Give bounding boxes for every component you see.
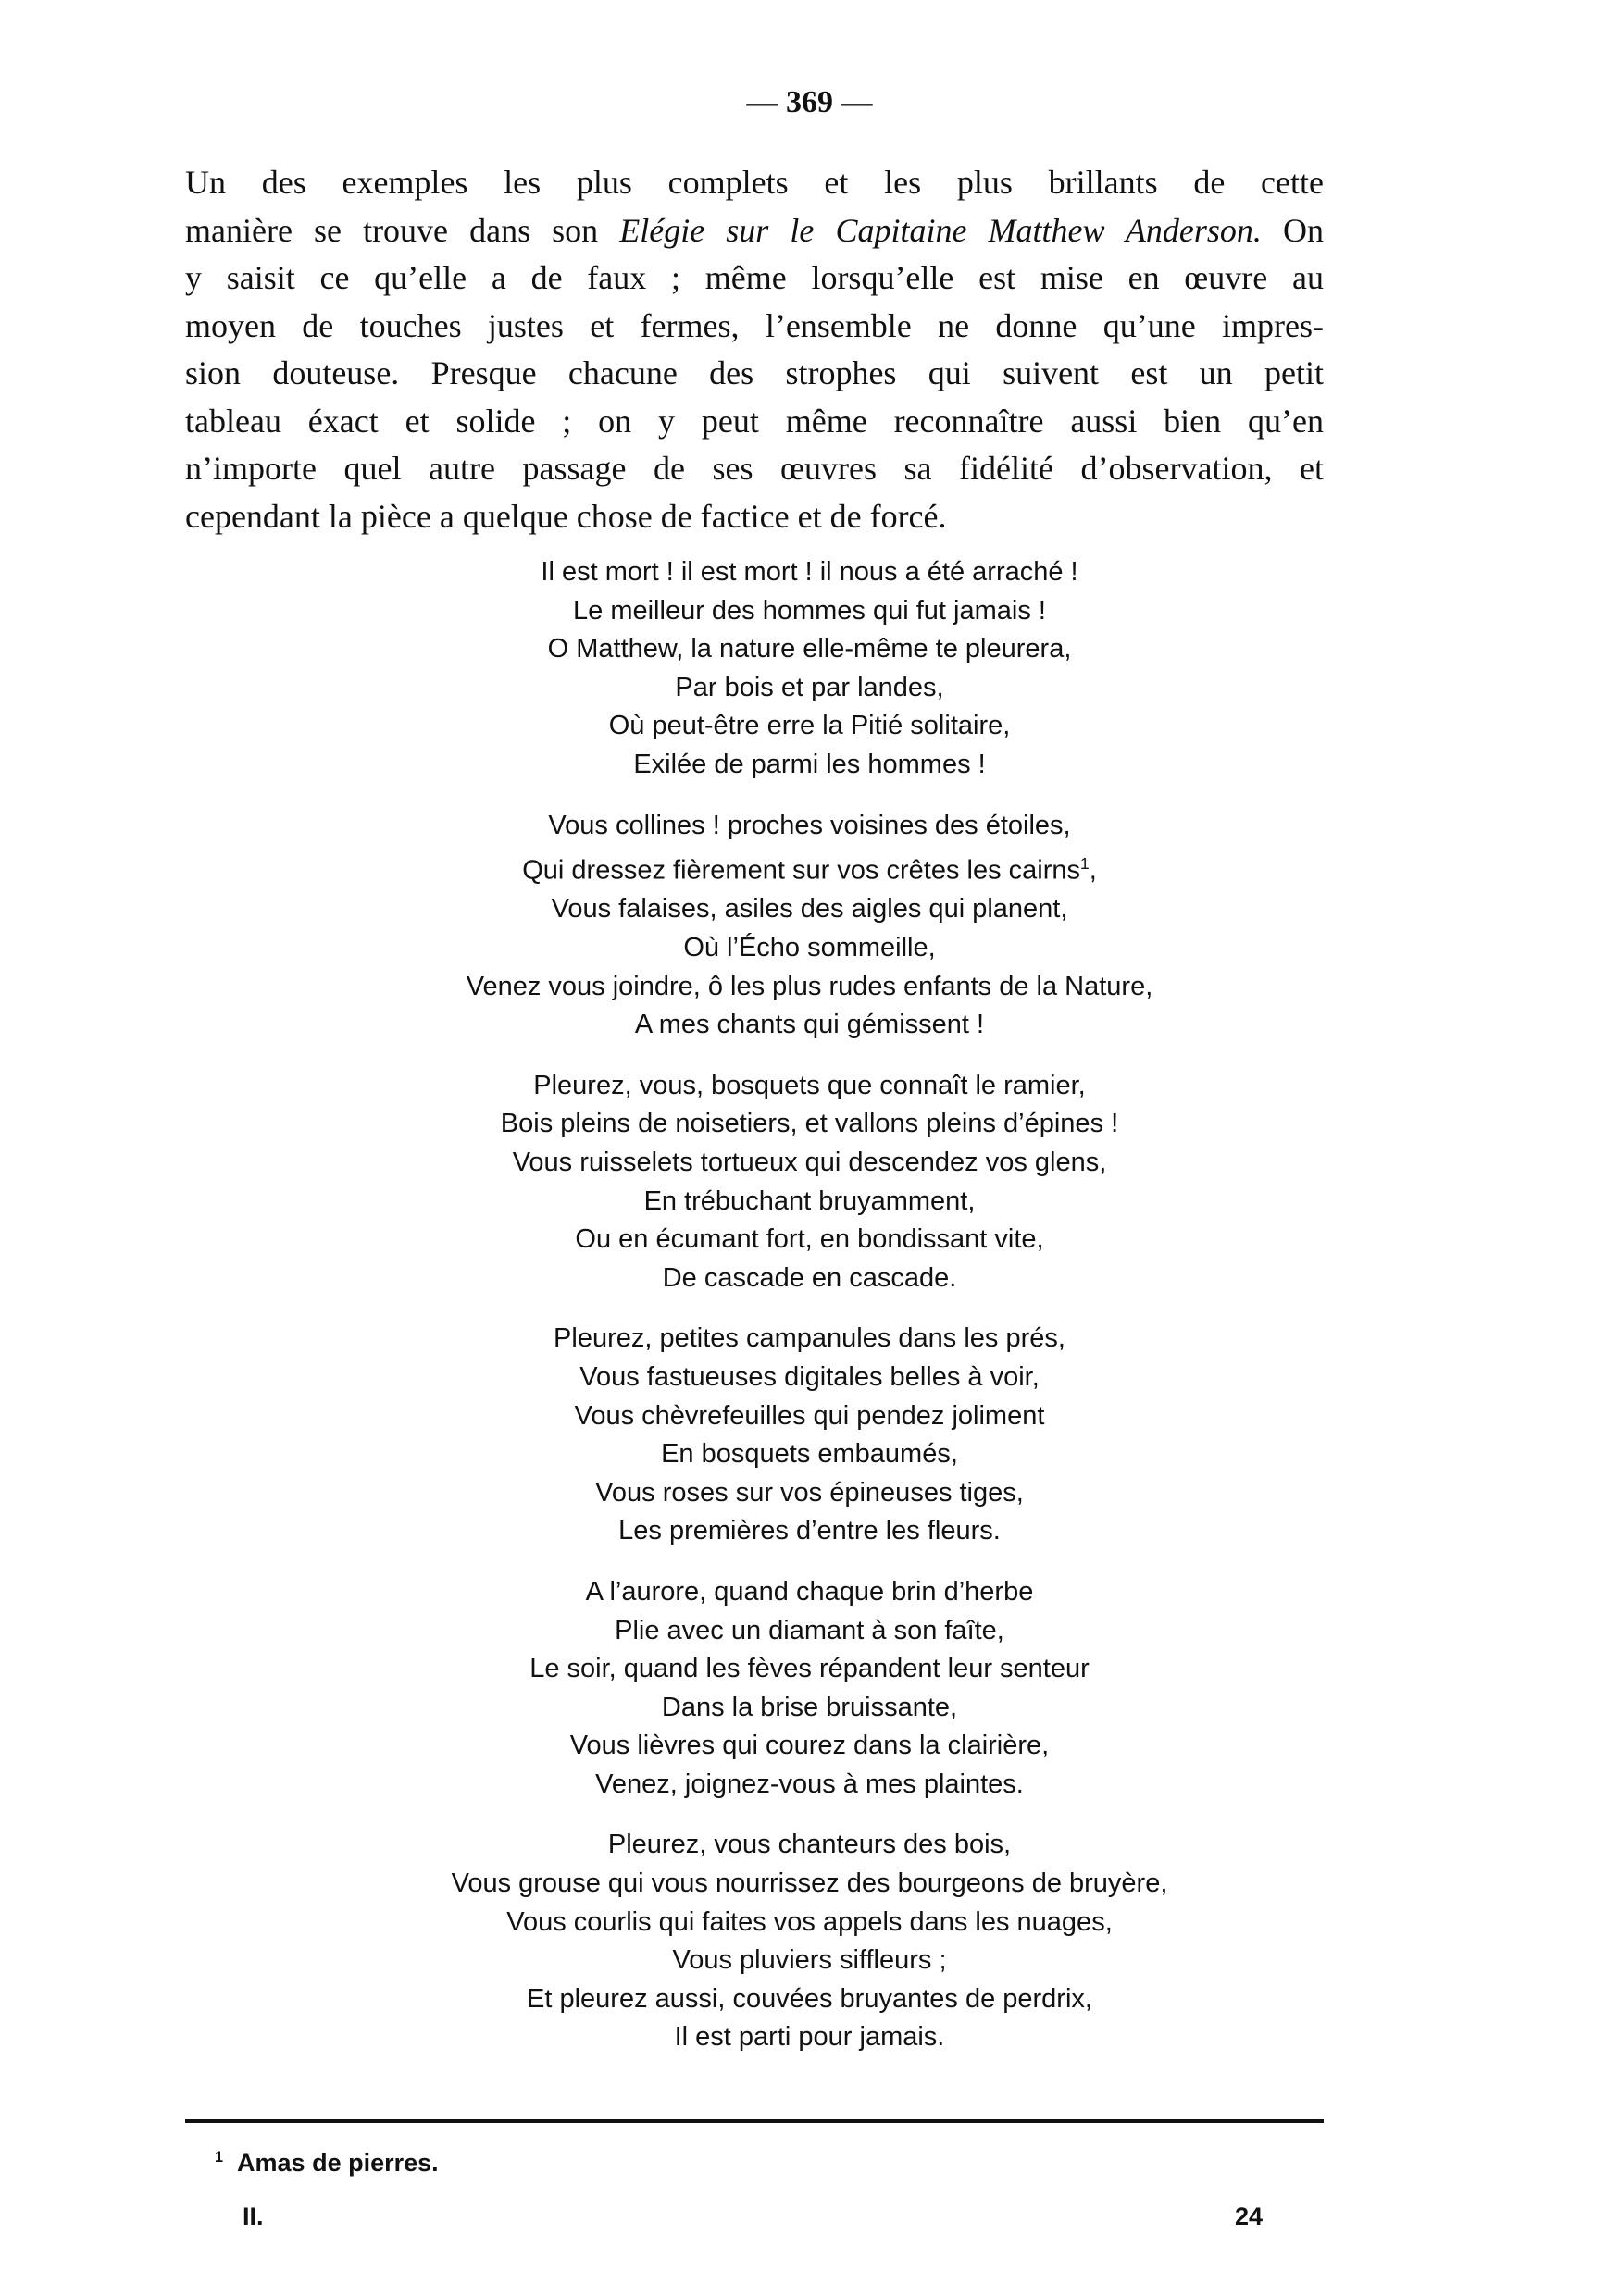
verse: Vous chèvrefeuilles qui pendez joliment: [574, 1400, 1045, 1431]
verse: En bosquets embaumés,: [661, 1439, 958, 1470]
prose-line: n’importe quel autre passage de ses œuvres sa fidélité d’observation, et: [185, 450, 1324, 487]
page-number: — 369 —: [746, 85, 873, 119]
footnote-text: Amas de pierres.: [237, 2149, 439, 2177]
prose-text: On: [1261, 211, 1324, 249]
verse: Vous pluviers siffleurs ;: [672, 1945, 947, 1976]
verse: Les premières d’entre les fleurs.: [618, 1516, 1001, 1546]
prose-text: manière se trouve dans son: [185, 211, 620, 249]
footnote-marker: 1: [215, 2149, 224, 2166]
poem: [0, 553, 1619, 2079]
verse: Dans la brise bruissante,: [661, 1692, 958, 1722]
verse: Pleurez, petites campanules dans les prés,: [554, 1323, 1065, 1354]
prose-paragraph: [185, 159, 1324, 540]
verse: Le soir, quand les fèves répandent leur senteur: [529, 1654, 1090, 1684]
verse-text: Qui dressez fièrement sur vos crêtes les cairns: [522, 855, 1081, 886]
prose-line: y saisit ce qu’elle a de faux ; même lorsqu’elle est mise en œuvre au: [185, 259, 1324, 296]
verse: Vous ruisselets tortueux qui descendez vos glens,: [512, 1147, 1107, 1177]
verse: Vous courlis qui faites vos appels dans les nuages,: [506, 1906, 1113, 1937]
prose-line: tableau éxact et solide ; on y peut même reconnaître aussi bien qu’en: [185, 402, 1324, 440]
stanza: [0, 1067, 1619, 1298]
verse: O Matthew, la nature elle-même te pleurera,: [547, 634, 1072, 664]
verse: Vous fastueuses digitales belles à voir,: [579, 1361, 1040, 1392]
verse: Et pleurez aussi, couvées bruyantes de perdrix,: [527, 1983, 1092, 2014]
sheet-number: 24: [1235, 2203, 1264, 2230]
verse: Bois pleins de noisetiers, et vallons pleins d’épines !: [500, 1109, 1119, 1139]
verse: Vous falaises, asiles des aigles qui planent,: [551, 894, 1068, 925]
verse: Où l’Écho sommeille,: [683, 933, 936, 962]
verse: Pleurez, vous, bosquets que connaît le ramier,: [533, 1070, 1086, 1100]
verse: Vous grouse qui vous nourrissez des bourgeons de bruyère,: [451, 1868, 1168, 1899]
verse: Pleurez, vous chanteurs des bois,: [607, 1830, 1012, 1860]
verse: En trébuchant bruyamment,: [643, 1185, 976, 1216]
stanza: [0, 553, 1619, 785]
verse: Où peut-être erre la Pitié solitaire,: [608, 711, 1011, 741]
verse-punctuation: ,: [1089, 855, 1097, 886]
stanza: [0, 1573, 1619, 1805]
stanza: [0, 807, 1619, 1045]
verse: Par bois et par landes,: [675, 672, 944, 702]
prose-line: [185, 207, 1324, 255]
verse: Exilée de parmi les hommes !: [633, 749, 986, 779]
prose-line: cependant la pièce a quelque chose de factice et de forcé.: [185, 497, 947, 535]
verse: A mes chants qui gémissent !: [634, 1010, 985, 1040]
verse: A l’aurore, quand chaque brin d’herbe: [585, 1576, 1034, 1607]
footnote-reference: 1: [1080, 854, 1090, 874]
verse: De cascade en cascade.: [662, 1262, 957, 1293]
verse: Il est parti pour jamais.: [674, 2022, 945, 2053]
verse: Ou en écumant fort, en bondissant vite,: [575, 1224, 1044, 1255]
footnote: [215, 2149, 439, 2178]
verse: Plie avec un diamant à son faîte,: [615, 1615, 1004, 1645]
footnote-divider: [185, 2119, 1324, 2123]
verse: Vous roses sur vos épineuses tiges,: [595, 1477, 1024, 1508]
stanza: [0, 1320, 1619, 1551]
volume-signature: II.: [243, 2203, 264, 2230]
verse: Vous collines ! proches voisines des étoiles,: [548, 810, 1071, 840]
verse: Il est mort ! il est mort ! il nous a été arraché !: [541, 557, 1078, 587]
verse: Vous lièvres qui courez dans la clairière,: [569, 1731, 1050, 1761]
prose-line: sion douteuse. Presque chacune des strophes qui suivent est un petit: [185, 354, 1324, 391]
verse: Venez, joignez-vous à mes plaintes.: [595, 1769, 1024, 1799]
verse: Le meilleur des hommes qui fut jamais !: [573, 595, 1046, 626]
poem-title: Elégie sur le Capitaine Matthew Anderson.: [619, 211, 1262, 249]
verse: Venez vous joindre, ô les plus rudes enfants de la Nature,: [466, 971, 1153, 1001]
stanza: [0, 1826, 1619, 2057]
verse: [0, 845, 1619, 890]
prose-line: moyen de touches justes et fermes, l’ensemble ne donne qu’une impres-: [185, 306, 1324, 344]
prose-line: Un des exemples les plus complets et les plus brillants de cette: [185, 164, 1324, 201]
